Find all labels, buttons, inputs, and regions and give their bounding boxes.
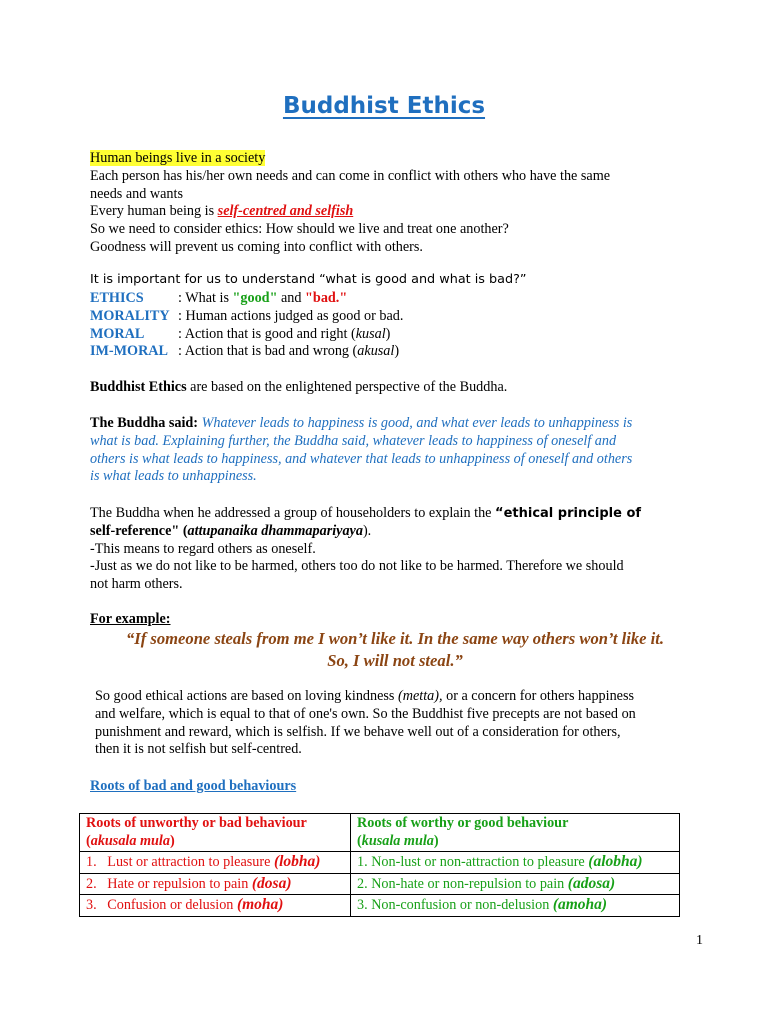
- intro-line-1: Human beings live in a society: [90, 150, 266, 166]
- intro-line-4: So we need to consider ethics: How should we live and treat one another?: [90, 221, 509, 238]
- table-header-row: [80, 814, 680, 852]
- table-row: 3. Confusion or delusion (moha) 3. Non-confusion or non-delusion (amoha): [80, 895, 680, 917]
- example-quote: “If someone steals from me I won’t like it. In the same way others won’t like it. So, I will not steal.”: [125, 629, 665, 670]
- intro-line-2: Each person has his/her own needs and can come in conflict with others who have the same: [90, 167, 611, 184]
- table-row: 1. Lust or attraction to pleasure (lobha) 1. Non-lust or non-attraction to pleasure (alobha): [80, 852, 680, 874]
- page-number: 1: [696, 933, 703, 948]
- definition-immoral: IM-MORAL : Action that is bad and wrong (akusal): [90, 343, 400, 360]
- header-good-roots: Roots of worthy or good behaviour (kusala mula): [351, 814, 680, 852]
- definition-moral: MORAL : Action that is good and right (kusal): [90, 325, 391, 342]
- intro-line-2b: needs and wants: [90, 185, 183, 202]
- buddha-said-section: The Buddha said: Whatever leads to happiness is good, and what ever leads to unhappiness is what is bad. Explaining further, the Buddha said, whatever leads to happiness of oneself and others is what leads to happiness, and whatever that leads to unhappiness of oneself and others is what leads to unhappiness.: [90, 415, 633, 485]
- intro-section: [90, 150, 680, 257]
- roots-table: [79, 813, 680, 917]
- roots-heading: Roots of bad and good behaviours: [90, 778, 297, 794]
- definition-ethics: ETHICS : What is "good" and "bad.": [90, 290, 348, 306]
- definitions-list: [90, 290, 680, 361]
- intro-line-3: Every human being is self-centred and selfish: [90, 203, 354, 220]
- example-label: For example:: [90, 611, 171, 627]
- buddhist-ethics-statement: Buddhist Ethics are based on the enlightened perspective of the Buddha.: [90, 379, 508, 395]
- intro-line-5: Goodness will prevent us coming into conflict with others.: [90, 238, 423, 255]
- question-line: It is important for us to understand “what is good and what is bad?”: [90, 272, 527, 287]
- header-bad-roots: Roots of unworthy or bad behaviour (akusala mula): [80, 814, 351, 852]
- ethical-actions-paragraph: So good ethical actions are based on loving kindness (metta), or a concern for others happiness and welfare, which is equal to that of one's own. So the Buddhist five precepts are not based on punishment and reward, which is selfish. If we behave well out of a consideration for others, then it is not selfish but self-centred.: [95, 688, 636, 758]
- table-row: 2. Hate or repulsion to pain (dosa) 2. Non-hate or non-repulsion to pain (adosa): [80, 873, 680, 895]
- definition-morality: MORALITY : Human actions judged as good or bad.: [90, 307, 404, 324]
- page-title: Buddhist Ethics: [282, 93, 486, 119]
- selfish-emphasis: self-centred and selfish: [217, 203, 354, 220]
- householders-section: The Buddha when he addressed a group of householders to explain the “ethical principle of self-reference" (attupanaika dhammapariyaya). -This means to regard others as oneself. -Just as we do not like to be harmed, others too do not like to be harmed. Therefore we should not harm others.: [90, 505, 642, 593]
